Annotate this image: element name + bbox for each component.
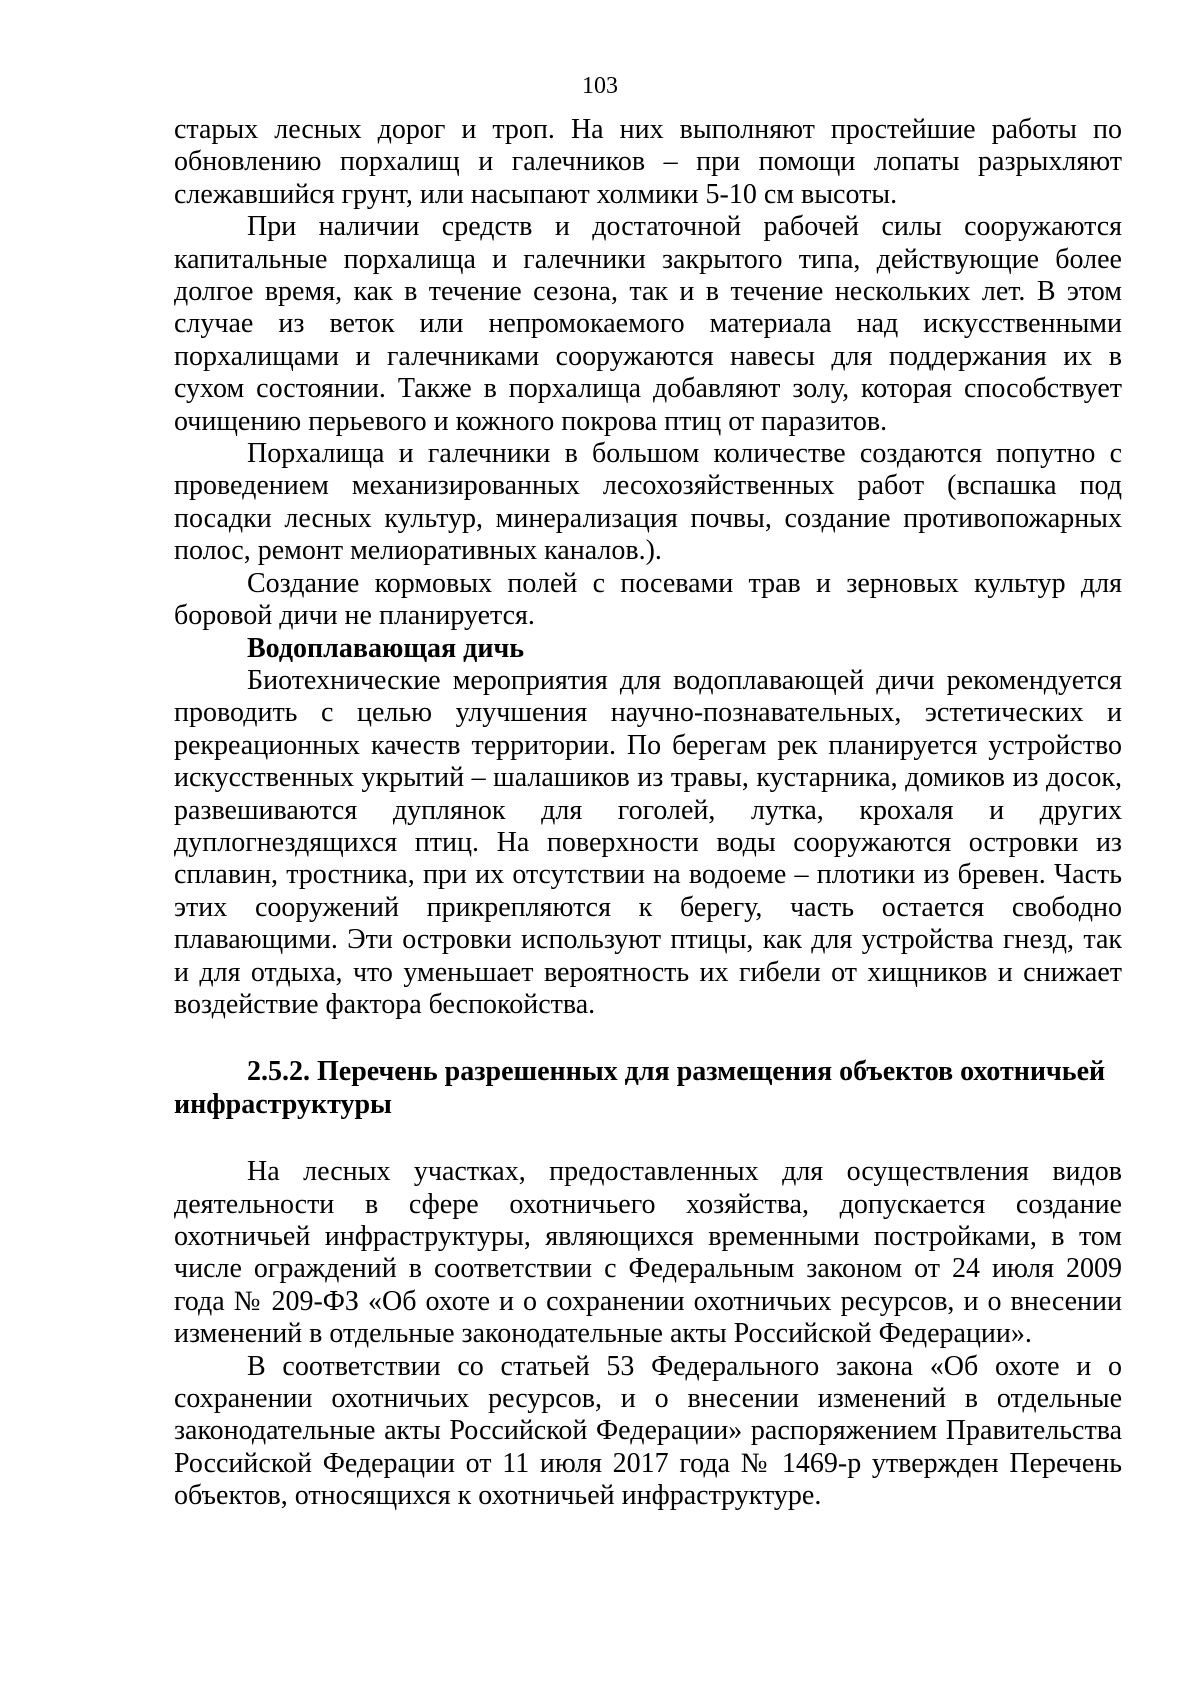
page-body — [174, 114, 1122, 1513]
paragraph-continuation: старых лесных дорог и троп. На них выполняют простейшие работы по обновлению порхалищ и галечников – при помощи лопаты разрыхляют слежавшийся грунт, или насыпают холмики 5-10 см высоты. — [174, 114, 1122, 210]
paragraph-waterfowl: Биотехнические мероприятия для водоплавающей дичи рекомендуется проводить с целью улучшения научно-познавательных, эстетических и рекреационных качеств территории. По берегам рек планируется устройство искусственных укрытий – шалашиков из травы, кустарника, домиков из досок, развешиваются дуплянок для гоголей, лутка, крохаля и других дуплогнездящихся птиц. На поверхности воды сооружаются островки из сплавин, тростника, при их отсутствии на водоеме – плотики из бревен. Часть этих сооружений прикрепляются к берегу, часть остается свободно плавающими. Эти островки используют птицы, как для устройства гнезд, так и для отдыха, что уменьшает вероятность их гибели от хищников и снижает воздействие фактора беспокойства. — [174, 664, 1122, 1020]
paragraph-capital-dust-baths: При наличии средств и достаточной рабочей силы сооружаются капитальные порхалища и галечники закрытого типа, действующие более долгое время, как в течение сезона, так и в течение нескольких лет. В этом случае из веток или непромокаемого материала над искусственными порхалищами и галечниками сооружаются навесы для поддержания их в сухом состоянии. Также в порхалища добавляют золу, которая способствует очищению перьевого и кожного покрова птиц от паразитов. — [174, 211, 1122, 437]
paragraph-article-53: В соответствии со статьей 53 Федерального закона «Об охоте и о сохранении охотничьих ресурсов, и о внесении изменений в отдельные законодательные акты Российской Федерации» распоряжением Правительства Российской Федерации от 11 июля 2017 года № 1469-р утвержден Перечень объектов, относящихся к охотничьей инфраструктуре. — [174, 1350, 1122, 1512]
paragraph-forest-plots: На лесных участках, предоставленных для осуществления видов деятельности в сфере охотничьего хозяйства, допускается создание охотничьей инфраструктуры, являющихся временными постройками, в том числе ограждений в соответствии с Федеральным законом от 24 июля 2009 года № 209-ФЗ «Об охоте и о сохранении охотничьих ресурсов, и о внесении изменений в отдельные законодательные акты Российской Федерации». — [174, 1156, 1122, 1350]
page-number: 103 — [582, 73, 618, 99]
subheading-waterfowl: Водоплавающая дичь — [247, 632, 525, 664]
paragraph-mechanized-works: Порхалища и галечники в большом количестве создаются попутно с проведением механизированных лесохозяйственных работ (вспашка под посадки лесных культур, минерализация почвы, создание противопожарных полос, ремонт мелиоративных каналов.). — [174, 438, 1122, 567]
paragraph-feeding-fields: Создание кормовых полей с посевами трав и зерновых культур для боровой дичи не планируется. — [174, 567, 1122, 632]
section-title: 2.5.2. Перечень разрешенных для размещения объектов охотничьей инфраструктуры — [174, 1056, 1106, 1120]
